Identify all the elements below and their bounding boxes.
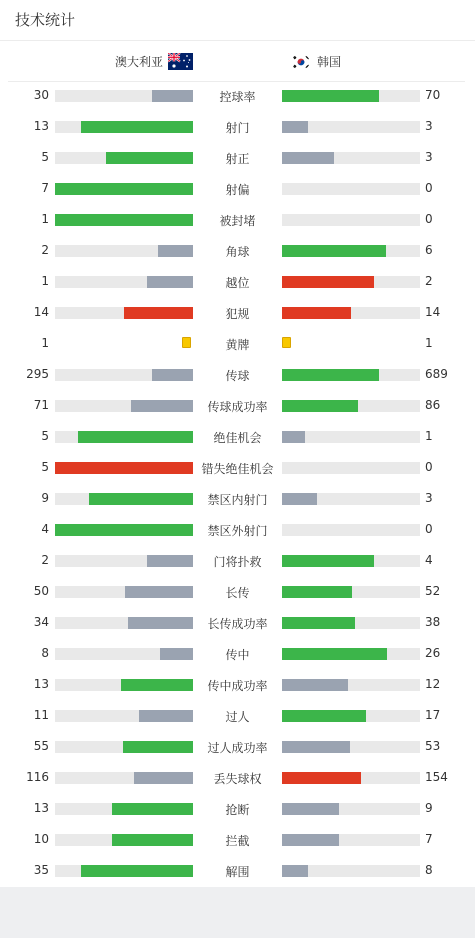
away-stat-bar [282, 493, 317, 505]
page-title: 技术统计 [15, 11, 76, 29]
home-stat-bar [81, 121, 193, 133]
stat-row [0, 551, 475, 571]
stat-row [0, 427, 475, 447]
away-stat-value: 3 [425, 491, 433, 505]
home-stat-value: 30 [33, 88, 49, 102]
away-stat-value: 154 [425, 770, 448, 784]
away-stat-value: 1 [425, 336, 433, 350]
away-stat-bar [282, 834, 339, 846]
home-stat-bar [125, 586, 193, 598]
stat-label: 禁区外射门 [207, 524, 268, 538]
stat-row [0, 520, 475, 540]
yellow-card-icon [182, 337, 191, 348]
home-stat-bar [121, 679, 193, 691]
stat-row [0, 489, 475, 509]
away-stat-bar-track [282, 710, 420, 722]
away-stat-bar-track [282, 617, 420, 629]
away-stat-bar [282, 617, 355, 629]
home-stat-bar [147, 555, 193, 567]
stat-label: 解围 [225, 865, 250, 879]
away-stat-value: 70 [425, 88, 441, 102]
stat-label: 长传 [225, 586, 250, 600]
home-stat-bar [89, 493, 193, 505]
header [0, 0, 475, 41]
stat-row [0, 675, 475, 695]
away-stat-bar-track [282, 462, 420, 474]
away-stat-value: 6 [425, 243, 433, 257]
away-stat-value: 689 [425, 367, 448, 381]
home-stat-bar-track [55, 369, 193, 381]
home-stat-value: 55 [33, 739, 49, 753]
away-stat-value: 3 [425, 150, 433, 164]
away-stat-value: 12 [425, 677, 441, 691]
away-stat-bar-track [282, 121, 420, 133]
away-stat-bar-track [282, 183, 420, 195]
stat-label: 控球率 [219, 90, 256, 104]
home-stat-value: 2 [41, 243, 49, 257]
home-stat-value: 13 [33, 801, 49, 815]
away-stat-value: 14 [425, 305, 441, 319]
away-stat-value: 38 [425, 615, 441, 629]
away-stat-bar [282, 772, 361, 784]
home-stat-value: 11 [33, 708, 49, 722]
home-stat-value: 71 [33, 398, 49, 412]
away-stat-value: 1 [425, 429, 433, 443]
home-stat-bar [134, 772, 193, 784]
away-stat-bar [282, 586, 352, 598]
teams-header [8, 41, 465, 82]
away-stat-value: 53 [425, 739, 441, 753]
away-team[interactable] [292, 53, 341, 70]
home-stat-bar-track [55, 865, 193, 877]
away-stat-bar [282, 369, 379, 381]
away-stat-bar-track [282, 90, 420, 102]
home-stat-value: 50 [33, 584, 49, 598]
home-stat-bar [55, 183, 193, 195]
away-stat-value: 9 [425, 801, 433, 815]
home-stat-bar [131, 400, 193, 412]
home-stat-bar [158, 245, 193, 257]
stat-label: 过人成功率 [207, 741, 268, 755]
stat-label: 黄牌 [225, 338, 250, 352]
stat-label: 角球 [225, 245, 250, 259]
home-stat-bar [139, 710, 193, 722]
stat-label: 绝佳机会 [213, 431, 262, 445]
away-stat-bar [282, 307, 351, 319]
home-stat-value: 1 [41, 212, 49, 226]
away-stat-value: 0 [425, 212, 433, 226]
away-stat-bar-track [282, 152, 420, 164]
home-stat-bar [55, 462, 193, 474]
stat-label: 传球成功率 [207, 400, 268, 414]
stat-label: 射偏 [225, 183, 250, 197]
home-stat-value: 13 [33, 119, 49, 133]
home-stat-value: 5 [41, 150, 49, 164]
stat-label: 抢断 [225, 803, 250, 817]
home-stat-bar [78, 431, 193, 443]
away-stat-value: 0 [425, 460, 433, 474]
away-stat-bar [282, 152, 334, 164]
away-stat-bar [282, 90, 379, 102]
stat-row [0, 303, 475, 323]
home-stat-bar [152, 90, 193, 102]
stat-label: 禁区内射门 [207, 493, 268, 507]
away-stat-bar-track [282, 400, 420, 412]
stat-row [0, 148, 475, 168]
stat-row [0, 582, 475, 602]
away-stat-bar [282, 121, 308, 133]
home-stat-value: 14 [33, 305, 49, 319]
home-stat-bar [112, 834, 193, 846]
stat-label: 过人 [225, 710, 250, 724]
away-stat-bar [282, 710, 366, 722]
home-stat-bar [81, 865, 193, 877]
away-stat-bar-track [282, 369, 420, 381]
away-stat-bar [282, 741, 350, 753]
away-stat-value: 0 [425, 181, 433, 195]
south-korea-flag-icon [292, 55, 310, 69]
away-stat-bar [282, 400, 358, 412]
stat-row [0, 830, 475, 850]
away-stat-bar [282, 648, 387, 660]
away-team-name: 韩国 [317, 55, 342, 69]
stat-row [0, 334, 475, 354]
home-stat-bar-track [55, 710, 193, 722]
home-stat-bar [124, 307, 193, 319]
home-team[interactable] [115, 53, 193, 70]
yellow-card-icon [282, 337, 291, 348]
home-stat-bar [123, 741, 193, 753]
stat-row [0, 458, 475, 478]
away-stat-bar-track [282, 524, 420, 536]
away-stat-bar-track [282, 586, 420, 598]
home-stat-value: 5 [41, 429, 49, 443]
away-stat-value: 7 [425, 832, 433, 846]
australia-flag-icon [168, 53, 193, 70]
home-stat-bar [55, 214, 193, 226]
home-stat-value: 7 [41, 181, 49, 195]
away-stat-bar-track [282, 307, 420, 319]
away-stat-value: 8 [425, 863, 433, 877]
home-stat-bar-track [55, 400, 193, 412]
home-stat-bar-track [55, 524, 193, 536]
away-stat-bar-track [282, 803, 420, 815]
home-stat-bar [160, 648, 193, 660]
away-stat-bar [282, 431, 305, 443]
home-stat-bar [128, 617, 193, 629]
away-stat-bar [282, 276, 374, 288]
home-stat-bar-track [55, 741, 193, 753]
home-stat-value: 34 [33, 615, 49, 629]
away-stat-bar-track [282, 245, 420, 257]
home-stat-value: 4 [41, 522, 49, 536]
away-stat-bar-track [282, 214, 420, 226]
home-stat-value: 1 [41, 336, 49, 350]
home-stat-value: 116 [26, 770, 49, 784]
stat-row [0, 768, 475, 788]
stat-row [0, 706, 475, 726]
stat-label: 犯规 [225, 307, 250, 321]
home-stat-value: 10 [33, 832, 49, 846]
stat-row [0, 210, 475, 230]
stat-row [0, 799, 475, 819]
home-stat-value: 1 [41, 274, 49, 288]
away-stat-bar-track [282, 865, 420, 877]
away-stat-bar-track [282, 741, 420, 753]
stat-label: 丢失球权 [213, 772, 262, 786]
home-stat-bar-track [55, 679, 193, 691]
stat-row [0, 86, 475, 106]
home-stat-bar-track [55, 276, 193, 288]
stat-row [0, 117, 475, 137]
away-stat-bar-track [282, 276, 420, 288]
home-stat-value: 2 [41, 553, 49, 567]
stat-label: 门将扑救 [213, 555, 262, 569]
home-stat-value: 8 [41, 646, 49, 660]
away-stat-bar [282, 803, 339, 815]
home-stat-bar-track [55, 648, 193, 660]
home-stat-bar-track [55, 431, 193, 443]
away-stat-bar-track [282, 772, 420, 784]
home-stat-bar-track [55, 90, 193, 102]
home-stat-bar-track [55, 834, 193, 846]
away-stat-value: 86 [425, 398, 441, 412]
stat-label: 长传成功率 [207, 617, 268, 631]
away-stat-value: 26 [425, 646, 441, 660]
home-stat-bar-track [55, 586, 193, 598]
away-stat-value: 4 [425, 553, 433, 567]
home-stat-value: 13 [33, 677, 49, 691]
stat-row [0, 179, 475, 199]
away-stat-bar [282, 245, 386, 257]
home-stat-bar-track [55, 803, 193, 815]
away-stat-bar [282, 679, 348, 691]
stat-label: 拦截 [225, 834, 250, 848]
stat-label: 射正 [225, 152, 250, 166]
stat-row [0, 272, 475, 292]
away-stat-bar-track [282, 679, 420, 691]
away-stat-bar [282, 555, 374, 567]
home-stat-value: 295 [26, 367, 49, 381]
home-stat-bar-track [55, 493, 193, 505]
away-stat-bar-track [282, 493, 420, 505]
home-stat-bar [112, 803, 193, 815]
away-stat-bar [282, 865, 308, 877]
stat-label: 传中成功率 [207, 679, 268, 693]
stat-row [0, 861, 475, 881]
away-stat-value: 17 [425, 708, 441, 722]
away-stat-value: 52 [425, 584, 441, 598]
stat-label: 射门 [225, 121, 250, 135]
stat-label: 传球 [225, 369, 250, 383]
home-stat-value: 5 [41, 460, 49, 474]
stat-label: 越位 [225, 276, 250, 290]
home-stat-bar [55, 524, 193, 536]
home-stat-bar-track [55, 183, 193, 195]
away-stat-bar-track [282, 648, 420, 660]
away-stat-value: 3 [425, 119, 433, 133]
away-stat-bar-track [282, 431, 420, 443]
stat-label: 被封堵 [219, 214, 256, 228]
home-stat-bar [152, 369, 193, 381]
away-stat-bar-track [282, 834, 420, 846]
home-stat-bar [147, 276, 193, 288]
home-stat-bar-track [55, 121, 193, 133]
home-stat-value: 35 [33, 863, 49, 877]
home-stat-bar [106, 152, 193, 164]
stat-row [0, 396, 475, 416]
home-team-name: 澳大利亚 [114, 55, 163, 69]
home-stat-bar-track [55, 245, 193, 257]
stat-row [0, 613, 475, 633]
home-stat-value: 9 [41, 491, 49, 505]
home-stat-bar-track [55, 772, 193, 784]
away-stat-value: 2 [425, 274, 433, 288]
home-stat-bar-track [55, 555, 193, 567]
away-stat-bar-track [282, 555, 420, 567]
home-stat-bar-track [55, 214, 193, 226]
home-stat-bar-track [55, 617, 193, 629]
stat-row [0, 241, 475, 261]
home-stat-bar-track [55, 462, 193, 474]
home-stat-bar-track [55, 152, 193, 164]
stat-row [0, 365, 475, 385]
stat-row [0, 644, 475, 664]
stat-label: 传中 [225, 648, 250, 662]
stat-label: 错失绝佳机会 [201, 462, 274, 476]
home-stat-bar-track [55, 307, 193, 319]
away-stat-value: 0 [425, 522, 433, 536]
stat-row [0, 737, 475, 757]
